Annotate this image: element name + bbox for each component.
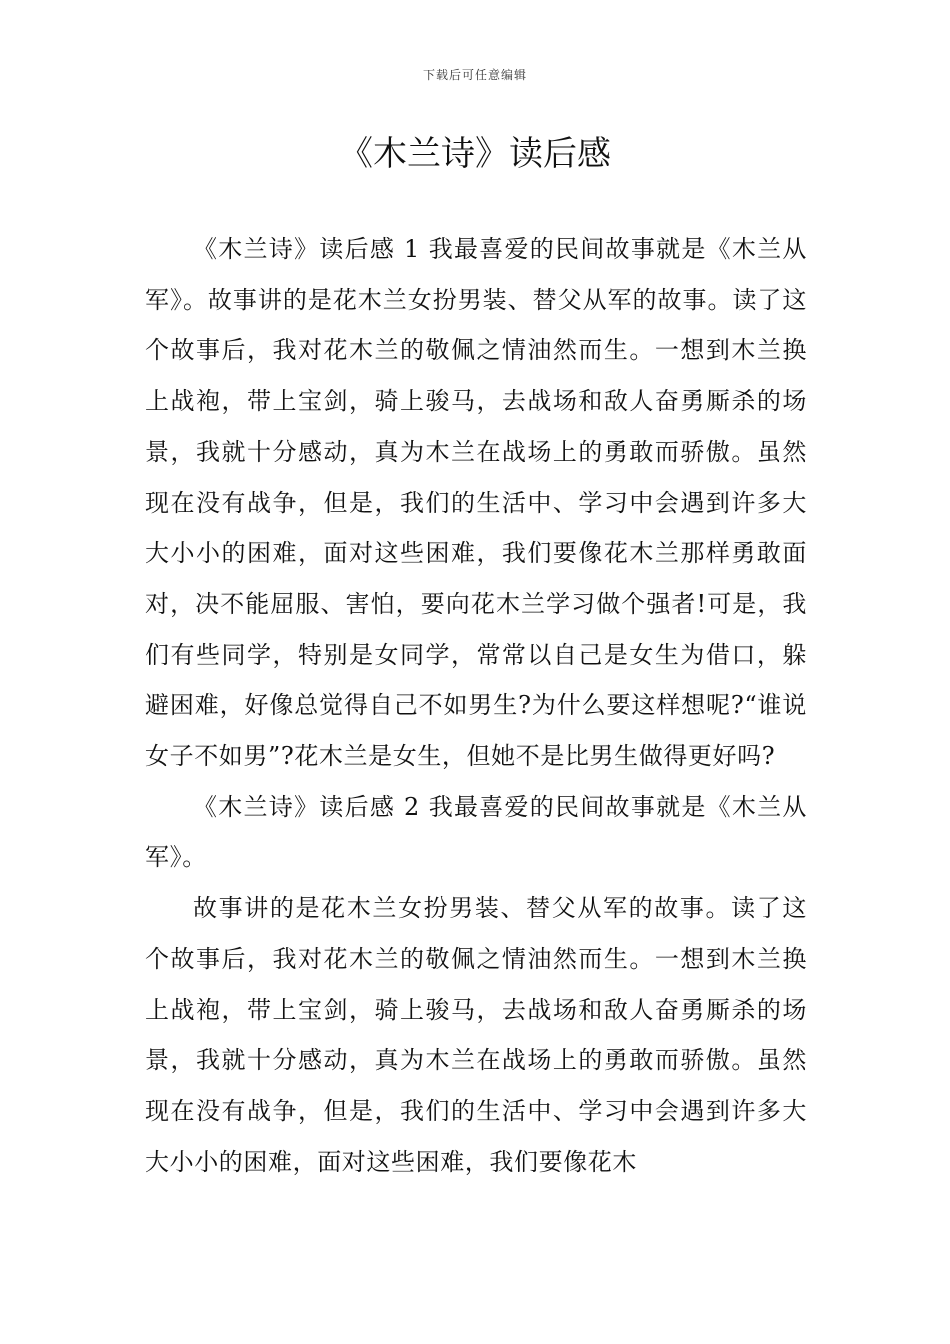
document-body	[145, 224, 807, 1187]
paragraph-1: 《木兰诗》读后感 1 我最喜爱的民间故事就是《木兰从军》。故事讲的是花木兰女扮男装、替父从军的故事。读了这个故事后，我对花木兰的敬佩之情油然而生。一想到木兰换上战袍，带上宝剑，骑上骏马，去战场和敌人奋勇厮杀的场景，我就十分感动，真为木兰在战场上的勇敢而骄傲。虽然现在没有战争，但是，我们的生活中、学习中会遇到许多大大小小的困难，面对这些困难，我们要像花木兰那样勇敢面对，决不能屈服、害怕，要向花木兰学习做个强者!可是，我们有些同学，特别是女同学，常常以自己是女生为借口，躲避困难，好像总觉得自己不如男生?为什么要这样想呢?“谁说女子不如男”?花木兰是女生，但她不是比男生做得更好吗?	[145, 235, 807, 771]
document-title: 《木兰诗》读后感	[339, 134, 611, 174]
paragraph-3: 故事讲的是花木兰女扮男装、替父从军的故事。读了这个故事后，我对花木兰的敬佩之情油然而生。一想到木兰换上战袍，带上宝剑，骑上骏马，去战场和敌人奋勇厮杀的场景，我就十分感动，真为木兰在战场上的勇敢而骄傲。虽然现在没有战争，但是，我们的生活中、学习中会遇到许多大大小小的困难，面对这些困难，我们要像花木	[145, 894, 807, 1176]
paragraph-2: 《木兰诗》读后感 2 我最喜爱的民间故事就是《木兰从军》。	[145, 792, 807, 872]
header-note: 下载后可任意编辑	[422, 68, 527, 82]
